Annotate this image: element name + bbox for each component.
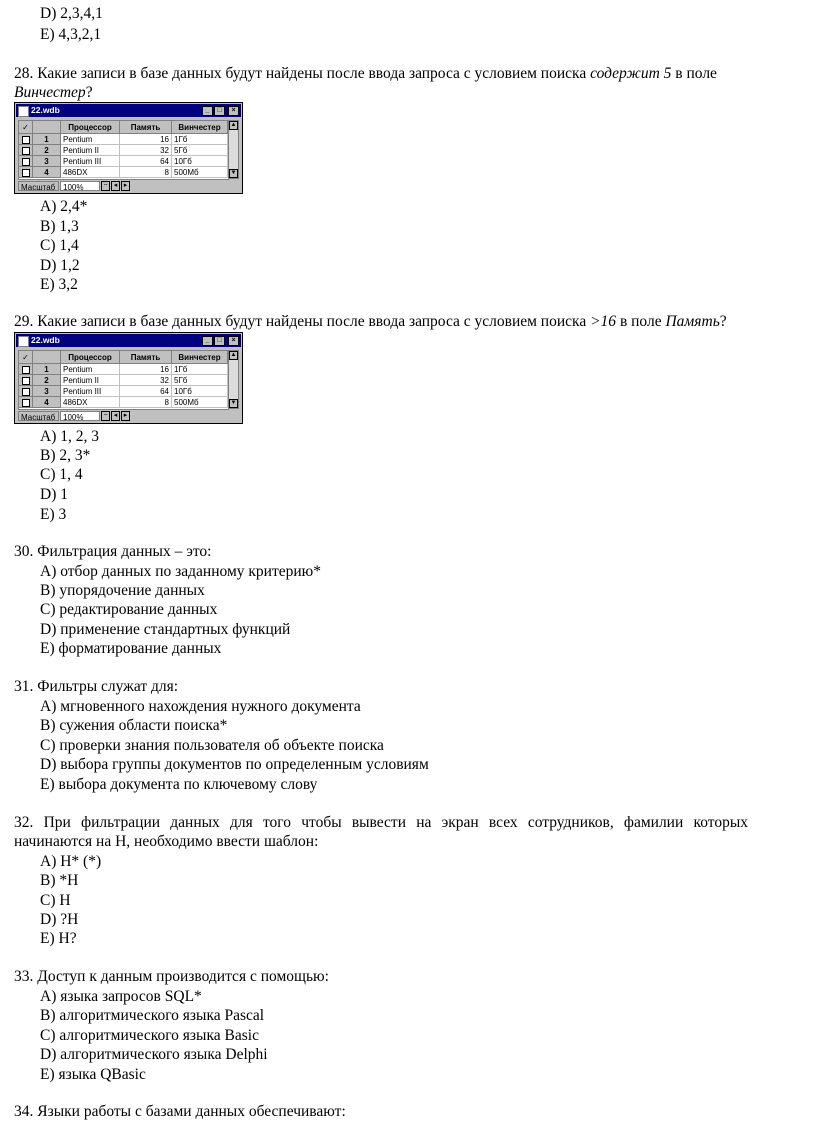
q30-option-d: D) применение стандартных функций	[40, 621, 291, 638]
cell-memory[interactable]: 16	[120, 364, 172, 375]
db-app-icon	[18, 106, 29, 117]
q28-option-a: A) 2,4*	[40, 198, 88, 215]
select-all-check-icon[interactable]: ✓	[19, 121, 33, 134]
cell-hdd[interactable]: 10Гб	[172, 156, 228, 167]
minimize-icon[interactable]: _	[202, 336, 213, 346]
q31-option-a: A) мгновенного нахождения нужного документа	[40, 698, 361, 715]
q33-option-d: D) алгоритмического языка Delphi	[40, 1046, 268, 1063]
cell-memory[interactable]: 8	[120, 397, 172, 408]
scroll-down-icon[interactable]: ▼	[230, 400, 237, 406]
cell-memory[interactable]: 64	[120, 386, 172, 397]
row-number: 3	[33, 156, 61, 167]
row-number: 1	[33, 364, 61, 375]
question-31: 31. Фильтры служат для:	[14, 678, 179, 695]
q33-option-b: B) алгоритмического языка Pascal	[40, 1007, 265, 1024]
zoom-label: Масштаб	[18, 411, 59, 421]
cell-cpu[interactable]: Pentium II	[61, 145, 120, 156]
cell-memory[interactable]: 8	[120, 167, 172, 178]
nav-prev-icon[interactable]: ◂	[111, 181, 120, 191]
cell-memory[interactable]: 64	[120, 156, 172, 167]
q30-option-e: E) форматирование данных	[40, 640, 222, 657]
zoom-value[interactable]: 100%	[60, 411, 100, 421]
cell-cpu[interactable]: Pentium III	[61, 156, 120, 167]
question-29: 29. Какие записи в базе данных будут найдены после ввода запроса с условием поиска >16 в поле Память?	[14, 313, 727, 330]
cell-memory[interactable]: 32	[120, 375, 172, 386]
cell-memory[interactable]: 16	[120, 134, 172, 145]
row-checkbox[interactable]	[19, 156, 33, 167]
question-30: 30. Фильтрация данных – это:	[14, 543, 212, 560]
q31-option-b: B) сужения области поиска*	[40, 717, 228, 734]
option-d-prev: D) 2,3,4,1	[40, 5, 103, 22]
cell-cpu[interactable]: Pentium III	[61, 386, 120, 397]
vertical-scrollbar[interactable]	[228, 350, 239, 409]
q32-option-e: E) Н?	[40, 930, 77, 947]
q29-option-c: C) 1, 4	[40, 466, 83, 483]
question-32: 32. При фильтрации данных для того чтобы вывести на экран всех сотрудников, фамилии которых	[14, 814, 748, 831]
q31-option-e: E) выбора документа по ключевому слову	[40, 776, 318, 793]
q30-option-b: B) упорядочение данных	[40, 582, 205, 599]
zoom-minus-icon[interactable]: −	[101, 411, 110, 421]
cell-hdd[interactable]: 5Гб	[172, 375, 228, 386]
cell-cpu[interactable]: Pentium	[61, 364, 120, 375]
row-checkbox[interactable]	[19, 386, 33, 397]
zoom-value[interactable]: 100%	[60, 181, 100, 191]
cell-cpu[interactable]: 486DX	[61, 397, 120, 408]
close-icon[interactable]: ×	[228, 106, 239, 116]
column-header-memory[interactable]: Память	[120, 121, 172, 134]
row-number: 2	[33, 145, 61, 156]
column-header-hdd[interactable]: Винчестер	[172, 351, 228, 364]
row-number: 4	[33, 167, 61, 178]
q28-option-d: D) 1,2	[40, 257, 80, 274]
column-header-memory[interactable]: Память	[120, 351, 172, 364]
window-title: 22.wdb	[31, 105, 60, 115]
num-header	[33, 351, 61, 364]
cell-hdd[interactable]: 500Мб	[172, 167, 228, 178]
option-e-prev: E) 4,3,2,1	[40, 26, 102, 43]
q28-option-e: E) 3,2	[40, 276, 78, 293]
records-grid	[18, 350, 229, 410]
row-checkbox[interactable]	[19, 167, 33, 178]
records-grid	[18, 120, 229, 180]
window-titlebar	[16, 104, 241, 117]
nav-prev-icon[interactable]: ◂	[111, 411, 120, 421]
db-app-icon	[18, 336, 29, 347]
row-number: 3	[33, 386, 61, 397]
q33-option-e: E) языка QBasic	[40, 1066, 146, 1083]
row-checkbox[interactable]	[19, 397, 33, 408]
q29-option-b: B) 2, 3*	[40, 447, 91, 464]
q28-option-c: C) 1,4	[40, 237, 79, 254]
cell-cpu[interactable]: Pentium II	[61, 375, 120, 386]
q32-option-d: D) ?Н	[40, 911, 79, 928]
question-28: 28. Какие записи в базе данных будут найдены после ввода запроса с условием поиска содержит 5 в поле	[14, 65, 717, 82]
column-header-hdd[interactable]: Винчестер	[172, 121, 228, 134]
scroll-up-icon[interactable]: ▲	[230, 122, 237, 128]
question-32-line2: начинаются на Н, необходимо ввести шаблон:	[14, 833, 319, 850]
q30-option-a: A) отбор данных по заданному критерию*	[40, 563, 321, 580]
vertical-scrollbar[interactable]	[228, 120, 239, 179]
q32-option-b: B) *Н	[40, 872, 79, 889]
q32-option-c: C) Н	[40, 892, 71, 909]
q28-option-b: B) 1,3	[40, 218, 79, 235]
row-checkbox[interactable]	[19, 364, 33, 375]
column-header-cpu[interactable]: Процессор	[61, 121, 120, 134]
select-all-check-icon[interactable]: ✓	[19, 351, 33, 364]
cell-cpu[interactable]: Pentium	[61, 134, 120, 145]
zoom-label: Масштаб	[18, 181, 59, 191]
window-titlebar	[16, 334, 241, 347]
nav-next-icon[interactable]: ▸	[121, 411, 130, 421]
close-icon[interactable]: ×	[228, 336, 239, 346]
q29-option-d: D) 1	[40, 486, 68, 503]
zoom-minus-icon[interactable]: −	[101, 181, 110, 191]
q33-option-c: C) алгоритмического языка Basic	[40, 1027, 259, 1044]
row-number: 1	[33, 134, 61, 145]
row-checkbox[interactable]	[19, 375, 33, 386]
cell-memory[interactable]: 32	[120, 145, 172, 156]
cell-hdd[interactable]: 10Гб	[172, 386, 228, 397]
row-number: 4	[33, 397, 61, 408]
cell-hdd[interactable]: 5Гб	[172, 145, 228, 156]
cell-hdd[interactable]: 500Мб	[172, 397, 228, 408]
window-title: 22.wdb	[31, 335, 60, 345]
q29-option-e: E) 3	[40, 506, 67, 523]
question-33: 33. Доступ к данным производится с помощью:	[14, 968, 329, 985]
column-header-cpu[interactable]: Процессор	[61, 351, 120, 364]
scroll-up-icon[interactable]: ▲	[230, 352, 237, 358]
num-header	[33, 121, 61, 134]
q32-option-a: A) Н* (*)	[40, 853, 102, 870]
row-checkbox[interactable]	[19, 145, 33, 156]
minimize-icon[interactable]: _	[202, 106, 213, 116]
db-window-q28	[14, 102, 243, 194]
q30-option-c: C) редактирование данных	[40, 601, 218, 618]
q33-option-a: A) языка запросов SQL*	[40, 988, 202, 1005]
q31-option-c: C) проверки знания пользователя об объекте поиска	[40, 737, 384, 754]
maximize-icon[interactable]: □	[214, 106, 225, 116]
cell-cpu[interactable]: 486DX	[61, 167, 120, 178]
q29-option-a: A) 1, 2, 3	[40, 428, 99, 445]
question-34: 34. Языки работы с базами данных обеспечивают:	[14, 1103, 346, 1120]
maximize-icon[interactable]: □	[214, 336, 225, 346]
row-number: 2	[33, 375, 61, 386]
question-28-line2: Винчестер?	[14, 84, 93, 101]
q31-option-d: D) выбора группы документов по определенным условиям	[40, 756, 429, 773]
cell-hdd[interactable]: 1Гб	[172, 364, 228, 375]
db-window-q29	[14, 332, 243, 424]
nav-next-icon[interactable]: ▸	[121, 181, 130, 191]
cell-hdd[interactable]: 1Гб	[172, 134, 228, 145]
scroll-down-icon[interactable]: ▼	[230, 170, 237, 176]
row-checkbox[interactable]	[19, 134, 33, 145]
